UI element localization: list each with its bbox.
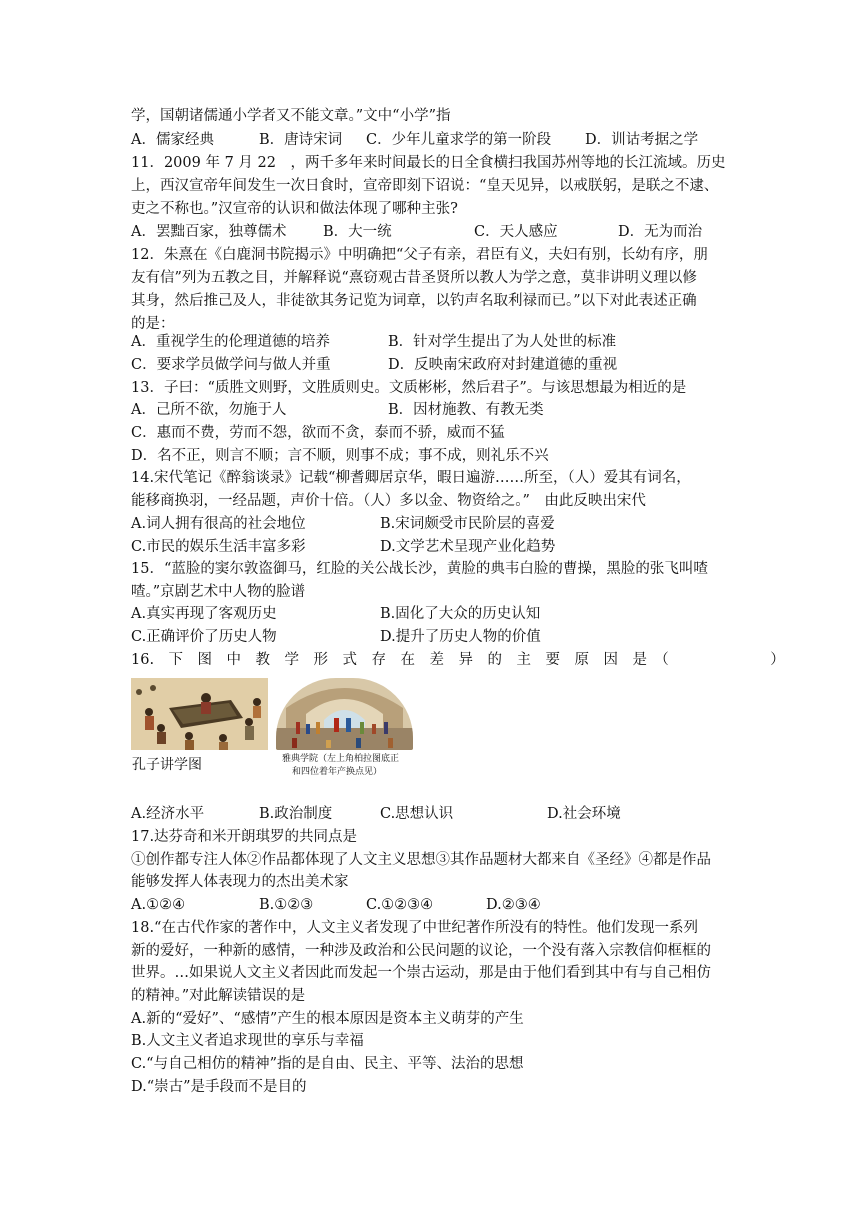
q16-option-b: B.政治制度 xyxy=(259,806,333,822)
q12-option-d: D．反映南宋政府对封建道德的重视 xyxy=(388,357,618,373)
q13-option-c: C．惠而不费，劳而不怨，欲而不贪，泰而不骄，威而不猛 xyxy=(131,425,505,441)
athens-image-caption-line: 雅典学院（左上角柏拉图底正 xyxy=(282,754,400,764)
q14-text-line: 14.宋代笔记《醉翁谈录》记载“柳耆卿居京华，暇日遍游……所至，（人）爱其有词名， xyxy=(131,470,691,486)
q12-text-line: 友有信”列为五教之目，并解释说“熹窃观古昔圣贤所以教人为学之意，莫非讲明义理以修 xyxy=(131,270,697,286)
q18-option-b: B.人文主义者追求现世的享乐与幸福 xyxy=(131,1033,364,1049)
q10-option-d: D．训诂考据之学 xyxy=(585,132,699,148)
q12-option-b: B．针对学生提出了为人处世的标准 xyxy=(388,334,617,350)
q12-option-a: A．重视学生的伦理道德的培养 xyxy=(131,334,330,350)
athens-image-caption-line: 和四位着年产换点见） xyxy=(292,767,383,777)
q16-option-d: D.社会环境 xyxy=(547,806,621,822)
q13-option-b: B．因材施教、有教无类 xyxy=(388,402,544,418)
q10-option-b: B．唐诗宋词 xyxy=(259,132,343,148)
q14-option-d: D.文学艺术呈现产业化趋势 xyxy=(380,539,556,555)
q18-text-line: 世界。…如果说人文主义者因此而发起一个崇古运动，那是由于他们看到其中有与自己相仿 xyxy=(131,965,711,981)
q14-option-b: B.宋词颇受市民阶层的喜爱 xyxy=(380,516,555,532)
q17-option-a: A.①②④ xyxy=(131,897,186,913)
q11-option-d: D．无为而治 xyxy=(618,224,703,240)
q18-text-line: 新的爱好，一种新的感情，一种涉及政治和公民问题的议论，一个没有落入宗教信仰框框的 xyxy=(131,943,711,959)
q15-option-c: C.正确评价了历史人物 xyxy=(131,629,277,645)
q17-option-b: B.①②③ xyxy=(259,897,314,913)
q12-text-line: 其身，然后推己及人，非徒欲其务记览为词章，以钓声名取利禄而已。”以下对此表述正确 xyxy=(131,293,697,309)
q14-option-c: C.市民的娱乐生活丰富多彩 xyxy=(131,539,306,555)
q12-option-c: C．要求学员做学问与做人并重 xyxy=(131,357,331,373)
q10-text-line: 学，国朝诸儒通小学者又不能文章。”文中“小学”指 xyxy=(131,108,451,124)
q13-text-line: 13．子曰：“质胜文则野，文胜质则史。文质彬彬，然后君子”。与该思想最为相近的是 xyxy=(131,380,687,396)
q16-text-line: 16. 下 图 中 教 学 形 式 存 在 差 异 的 主 要 原 因 是 （ ） xyxy=(131,652,785,668)
confucius-image-caption: 孔子讲学图 xyxy=(132,757,202,773)
q11-option-c: C．天人感应 xyxy=(474,224,558,240)
school-of-athens-image xyxy=(276,678,413,750)
q15-option-a: A.真实再现了客观历史 xyxy=(131,606,277,622)
q17-text-line: 17.达芬奇和米开朗琪罗的共同点是 xyxy=(131,829,358,845)
q17-text-line: ①创作都专注人体②作品都体现了人文主义思想③其作品题材大都来自《圣经》④都是作品 xyxy=(131,852,711,868)
q18-option-d: D.“崇古”是手段而不是目的 xyxy=(131,1079,307,1095)
q10-option-a: A．儒家经典 xyxy=(131,132,214,148)
q18-text-line: 的精神。”对此解读错误的是 xyxy=(131,988,306,1004)
q13-option-d: D．名不正，则言不顺；言不顺，则事不成；事不成，则礼乐不兴 xyxy=(131,448,549,464)
q11-text-line: 上，西汉宣帝年间发生一次日食时，宣帝即刻下诏说：“皇天见异，以戒朕躬，是联之不逮、 xyxy=(131,178,719,194)
q18-option-a: A.新的“爱好”、“感情”产生的根本原因是资本主义萌芽的产生 xyxy=(131,1011,524,1027)
q11-option-a: A．罢黜百家，独尊儒术 xyxy=(131,224,287,240)
q18-option-c: C.“与自己相仿的精神”指的是自由、民主、平等、法治的思想 xyxy=(131,1056,524,1072)
q14-text-line: 能移商换羽，一经品题，声价十倍。（人）多以金、物资给之。” 由此反映出宋代 xyxy=(131,493,646,509)
q15-text-line: 喳。”京剧艺术中人物的脸谱 xyxy=(131,584,306,600)
q11-text-line: 吏之不称也。”汉宣帝的认识和做法体现了哪种主张? xyxy=(131,201,458,217)
q17-option-d: D.②③④ xyxy=(486,897,541,913)
q18-text-line: 18.“在古代作家的著作中，人文主义者发现了中世纪著作所没有的特性。他们发现一系列 xyxy=(131,920,698,936)
confucius-teaching-image xyxy=(131,678,268,750)
q17-text-line: 能够发挥人体表现力的杰出美术家 xyxy=(131,874,349,890)
q13-option-a: A．己所不欲，勿施于人 xyxy=(131,402,287,418)
q15-text-line: 15．“蓝脸的窦尔敦盗御马，红脸的关公战长沙，黄脸的典韦白脸的曹操，黑脸的张飞叫喳 xyxy=(131,561,708,577)
q12-text-line: 的是： xyxy=(131,316,175,332)
q12-text-line: 12．朱熹在《白鹿洞书院揭示》中明确把“父子有亲，君臣有义，夫妇有别，长幼有序，朋 xyxy=(131,247,708,263)
q11-text-line: 11．2009 年 7 月 22 ，两千多年来时间最长的日全食横扫我国苏州等地的长江流域。历史 xyxy=(131,155,726,171)
q15-option-b: B.固化了大众的历史认知 xyxy=(380,606,541,622)
q15-option-d: D.提升了历史人物的价值 xyxy=(380,629,541,645)
q11-option-b: B．大一统 xyxy=(323,224,392,240)
q17-option-c: C.①②③④ xyxy=(366,897,434,913)
q16-option-a: A.经济水平 xyxy=(131,806,205,822)
q10-option-c: C．少年儿童求学的第一阶段 xyxy=(366,132,552,148)
q16-option-c: C.思想认识 xyxy=(380,806,454,822)
q14-option-a: A.词人拥有很高的社会地位 xyxy=(131,516,306,532)
